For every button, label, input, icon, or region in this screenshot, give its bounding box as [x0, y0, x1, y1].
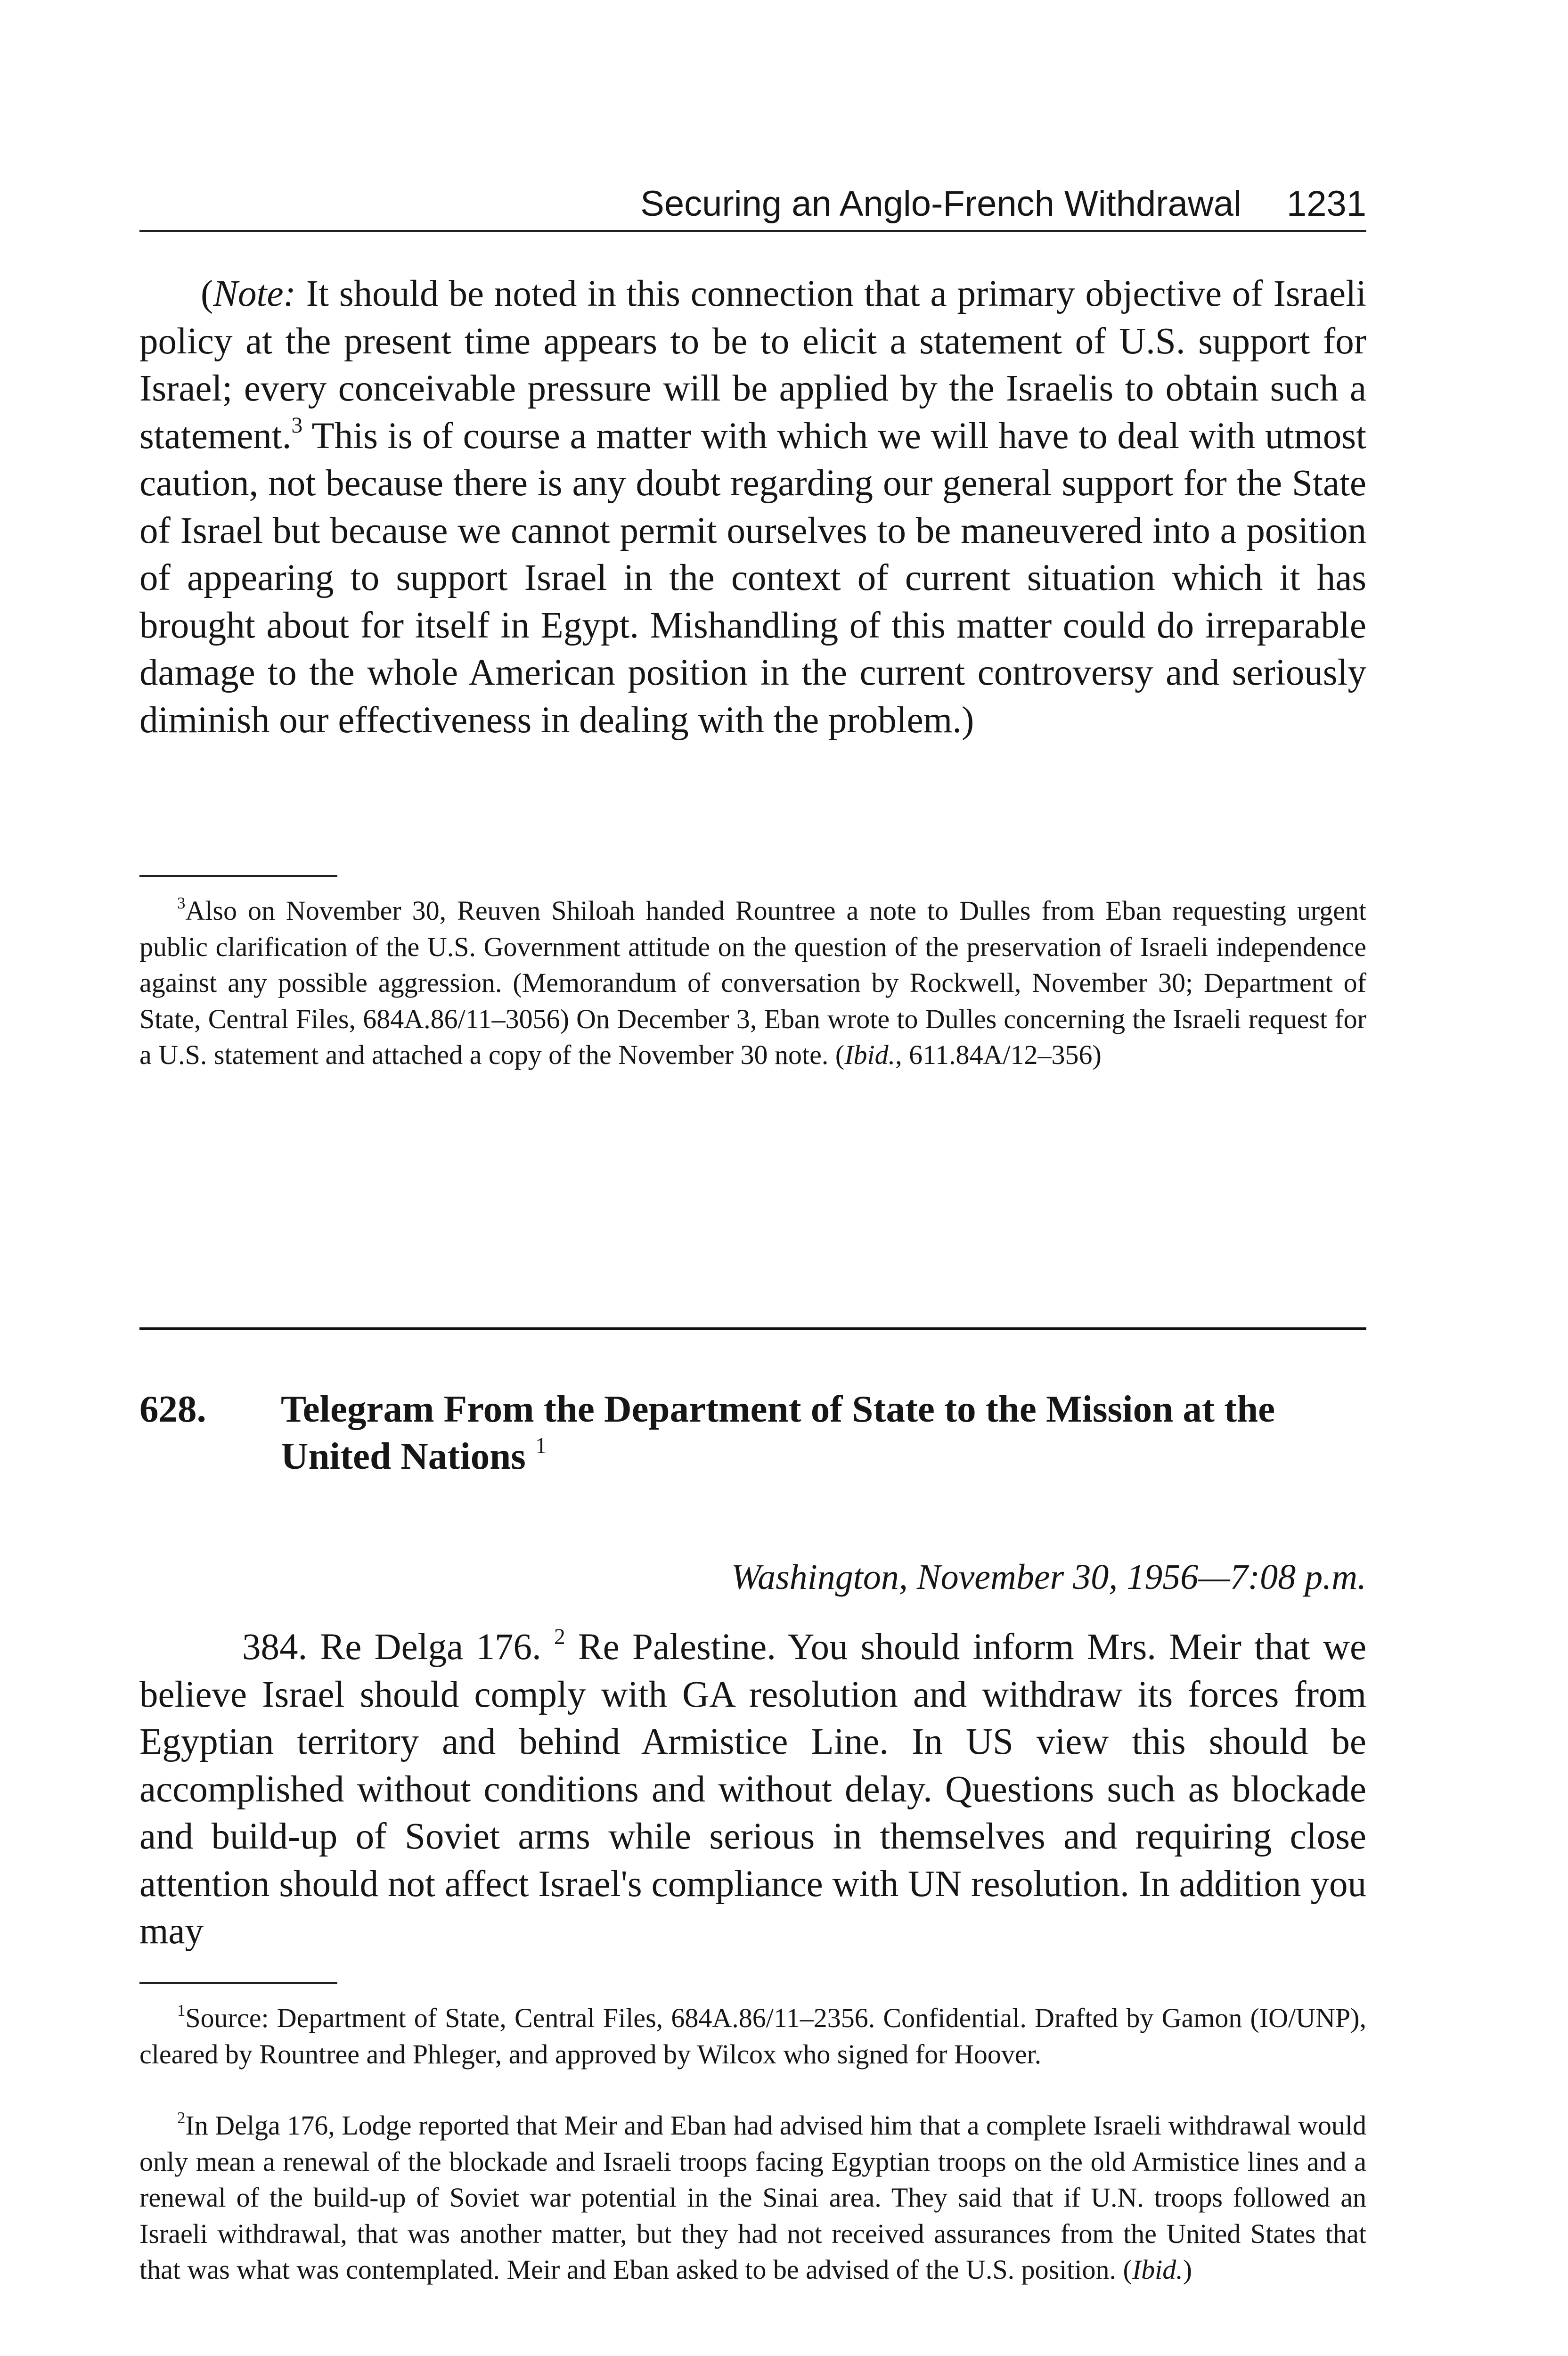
footnote-3-text: Also on November 30, Reuven Shiloah handed Rountree a note to Dulles from Eban requesting urgent public clarification of the U.S. Government attitude on the question of the preservation of Israeli independence against any possible aggression. (Memorandum of conversation by Rockwell, November 30; Department of State, Central Files, 684A.86/11–3056) On December 3, Eban wrote to Dulles concerning the Israeli request for a U.S. statement and attached a copy of the November 30 note.	[139, 895, 1366, 1070]
document-title	[281, 1385, 1366, 1480]
running-head-rule	[139, 230, 1366, 232]
note-label: Note:	[213, 273, 296, 314]
footnote-rule	[139, 1982, 337, 1984]
footnote-2-marker: 2	[177, 2109, 186, 2127]
note-text-b: This is of course a matter with which we will have to deal with utmost caution, not because there is any doubt regarding our general support for the State of Israel but because we cannot permit ourselves to be maneuvered into a position of appearing to support Israel in the context of current situation which it has brought about for itself in Egypt. Mishandling of this matter could do irreparable damage to the whole American position in the current controversy and seriously diminish our effectiveness in dealing with the problem.)	[139, 415, 1366, 741]
page-number: 1231	[1286, 184, 1366, 224]
telegram-text-b: Re Palestine. You should inform Mrs. Meir that we believe Israel should comply with GA resolution and withdraw its forces from Egyptian territory and behind Armistice Line. In US view this should be accomplished without conditions and without delay. Questions such as blockade and build-up of Soviet arms while serious in themselves and requiring close attention should not affect Israel's compliance with UN resolution. In addition you may	[139, 1627, 1367, 1952]
footnote-3	[139, 893, 1366, 1073]
footnote-2-text: In Delga 176, Lodge reported that Meir and Eban had advised him that a complete Israeli withdrawal would only mean a renewal of the blockade and Israeli troops facing Egyptian troops on the old Armistice lines and a renewal of the build-up of Soviet war potential in the Sinai area. They said that if U.N. troops followed an Israeli withdrawal, that was another matter, but they had not received assurances from the United States that that was what was contemplated. Meir and Eban asked to be advised of the U.S. position.	[139, 2110, 1366, 2285]
section-divider	[139, 1327, 1366, 1330]
footnote-ref-3: 3	[291, 413, 303, 438]
dateline: Washington, November 30, 1956—7:08 p.m.	[731, 1557, 1366, 1597]
document-title-text: Telegram From the Department of State to the Mission at the United Nations	[281, 1388, 1275, 1477]
document-number: 628.	[139, 1388, 206, 1430]
footnote-rule	[139, 875, 337, 877]
running-head-title: Securing an Anglo-French Withdrawal	[640, 184, 1241, 224]
footnote-2-open-paren: (	[1123, 2254, 1132, 2285]
footnote-1-marker: 1	[177, 2001, 186, 2020]
footnote-1	[139, 2000, 1366, 2072]
footnote-3-open-paren: (	[835, 1039, 845, 1070]
footnote-2-ibid: Ibid.	[1132, 2254, 1183, 2285]
telegram-paragraph	[139, 1624, 1366, 1955]
telegram-text-a: 384. Re Delga 176.	[242, 1627, 541, 1668]
footnote-2	[139, 2108, 1366, 2288]
note-paragraph	[139, 270, 1366, 744]
footnote-3-marker: 3	[177, 894, 186, 913]
note-text-a: It should be noted in this connection that a primary objective of Israeli policy at the present time appears to be to elicit a statement of U.S. support for Israel; every conceivable pressure will be applied by the Israelis to obtain such a statement.	[139, 273, 1366, 457]
note-open-paren: (	[201, 273, 213, 314]
footnote-3-ibid: Ibid.	[844, 1039, 896, 1070]
footnote-3-citation: , 611.84A/12–356)	[895, 1039, 1102, 1070]
footnote-1-text: Source: Department of State, Central Files, 684A.86/11–2356. Confidential. Drafted by Gamon (IO/UNP), cleared by Rountree and Phleger, and approved by Wilcox who signed for Hoover.	[139, 2003, 1366, 2070]
footnote-ref-1: 1	[535, 1433, 547, 1459]
footnote-2-citation: )	[1183, 2254, 1192, 2285]
footnote-ref-2: 2	[554, 1624, 565, 1649]
